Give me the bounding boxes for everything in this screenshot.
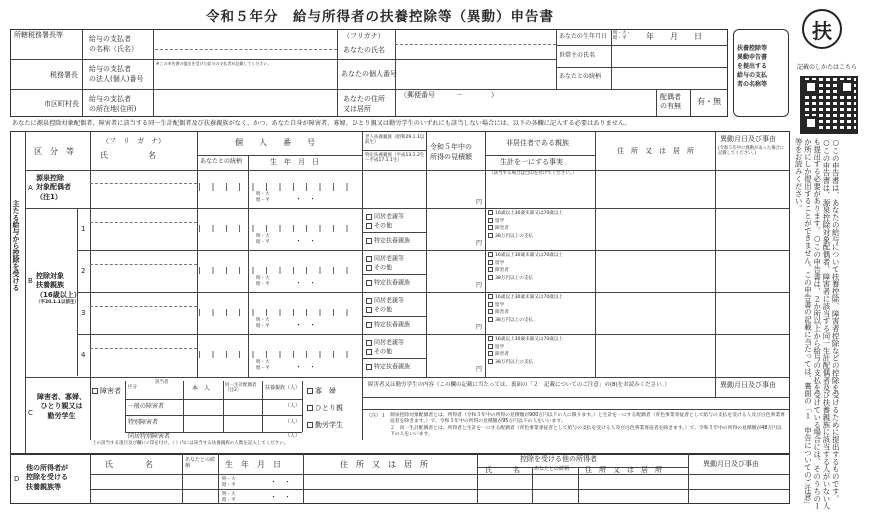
c-dohaiku: 同一生計配偶者（注2） (225, 383, 257, 394)
your-name-label: あなたの氏名 (343, 46, 385, 54)
col-address: 住 所 又 は 居 所 (617, 147, 694, 155)
b-yen: 円 (476, 282, 483, 289)
col-name: 氏 名 (100, 151, 156, 160)
section-b-letter: B (28, 277, 33, 285)
col-relation: あなたとの続柄 (200, 158, 243, 165)
b-nonres-options[interactable]: 16歳以上30歳未満又は70歳以上 留学 障害者 38万円以上の支払 (488, 210, 563, 241)
b-date[interactable]: ・ ・ (295, 321, 316, 329)
instruction-text: あなたに源泉控除対象配偶者、障害者に該当する同一生計配偶者及び扶養親族がなく、かつ、あなた自身が障害者、寡婦、ひとり親又は勤労学生のいずれにも該当しない場合には、以下の各欄に記入する必要はありません。 (12, 120, 631, 127)
c-hitori[interactable]: ひとり親 (307, 405, 343, 412)
d-era-2: 明・大 昭・平 (222, 492, 236, 503)
birth-ymd[interactable]: 年 月 日 (646, 32, 702, 41)
b-name-field[interactable] (92, 252, 195, 290)
col-income: 令和５年中の 所得の見積額 (430, 143, 472, 161)
col-nonres: 非居住者である親族 (506, 139, 569, 147)
relation-label: あなたとの続柄 (559, 73, 602, 80)
c-hito-2[interactable]: （人） (285, 419, 301, 425)
c-tokubetsu: 特別障害者 (128, 419, 159, 426)
tax-office-label: 所轄税務署長等 (14, 31, 63, 39)
b-row-no: 4 (81, 351, 86, 359)
col-samelife: 生計を一にする事実 (500, 158, 563, 166)
b-name-field[interactable] (92, 210, 195, 248)
c-gaito: 該当者 (155, 380, 169, 385)
payer-number-note: ※この申告書の提出を受けた給与の支払者が記載してください。 (156, 61, 272, 66)
your-address-label: あなたの住所 又は居所 (343, 95, 385, 113)
col-change: 異動月日及び事由 (720, 135, 776, 143)
spouse-label: 配偶者 の有無 (660, 93, 681, 111)
form-title: 令和５年分 給与所得者の扶養控除等（異動）申告書 (206, 9, 554, 25)
b-name-field[interactable] (92, 336, 195, 374)
notes-label: （注）１ (366, 413, 387, 419)
c-ippan: 一般の障害者 (128, 403, 165, 410)
section-a-number-boxes[interactable] (199, 183, 360, 191)
b-address-field[interactable] (597, 210, 713, 248)
payer-name-label: 給与の支払者 の名称（氏名） (89, 35, 138, 53)
c-fuyo: 扶養親族（人） (265, 385, 301, 391)
b-yen: 円 (476, 366, 483, 373)
your-name-field[interactable] (397, 31, 554, 57)
b-era: 明・大 昭・平 (256, 234, 270, 245)
left-vertical-label: 主たる給与から控除を受ける (12, 200, 21, 291)
b-row-no: 2 (81, 267, 86, 275)
b-opt-special[interactable]: 特定扶養親族 (366, 322, 410, 329)
city-suffix: 市区町村長 (44, 100, 79, 108)
c-shogai[interactable]: 障害者 (92, 388, 121, 395)
b-opt-special[interactable]: 特定扶養親族 (366, 280, 410, 287)
b-nonres-options[interactable]: 16歳以上30歳未満又は70歳以上 留学 障害者 38万円以上の支払 (488, 336, 563, 367)
d-name: 氏 名 (105, 460, 153, 469)
b-row-no: 3 (81, 309, 86, 317)
col-change-note: (令和５年中に異動があった場合に記載してください。) (718, 146, 785, 157)
side-note: 扶養控除等 異動申告書 を提出する 給与の支払 者の名称等 (737, 45, 768, 88)
d-address: 住 所 又 は 居 所 (340, 460, 428, 469)
d-relation: あなたとの続柄 (185, 457, 216, 469)
birth-label: あなたの生年月日 (559, 33, 608, 40)
b-address-field[interactable] (597, 336, 713, 374)
b-change-field[interactable] (717, 294, 788, 332)
tax-office-field[interactable] (12, 42, 80, 84)
c-detail: 障害者又は勤労学生の内容（この欄の記載に当たっては、裏面の「２ 記載についてのご注意」の(8)をお読みください。） (368, 382, 670, 388)
col-kojin: 個 人 番 号 (235, 138, 315, 147)
col-birth: 生 年 月 日 (270, 158, 319, 166)
section-c-label: 障害者、寡婦、 ひとり親又は 勤労学生 (37, 393, 86, 420)
b-opt-other[interactable]: その他 (366, 307, 392, 314)
col-special-note: 特定扶養親族（平成13.1.2生～平成17.1.1生） (365, 153, 425, 164)
b-nonres-options[interactable]: 16歳以上30歳未満又は70歳以上 留学 障害者 38万円以上の支払 (488, 252, 563, 283)
householder-field[interactable] (613, 47, 726, 65)
section-b-label: 控除対象 扶養親族 （16歳以上） （平20.1.1以前生） (36, 272, 81, 306)
b-opt-special[interactable]: 特定扶養親族 (366, 364, 410, 371)
c-detail-field[interactable] (364, 399, 788, 407)
b-change-field[interactable] (717, 336, 788, 374)
postal-label: （郵便番号 － ） (400, 91, 498, 99)
householder-label: 世帯主の氏名 (559, 52, 596, 59)
b-address-field[interactable] (597, 252, 713, 290)
section-d-label: 他の所得者が 控除を受ける 扶養親族等 (26, 464, 68, 491)
payer-number-label: 給与の支払者 の法人(個人)番号 (89, 65, 144, 83)
payer-number-field[interactable] (155, 68, 335, 87)
c-hito-1[interactable]: （人） (285, 403, 301, 409)
col-old-note: 老人扶養親族（昭和29.1.1以前生） (365, 135, 425, 146)
b-nonres-options[interactable]: 16歳以上30歳未満又は70歳以上 留学 障害者 38万円以上の支払 (488, 294, 563, 325)
b-date[interactable]: ・ ・ (295, 237, 316, 245)
qr-caption: 記載のしかたはこちら (797, 64, 858, 71)
d-birth: 生 年 月 日 (225, 460, 281, 469)
b-address-field[interactable] (597, 294, 713, 332)
your-number-field[interactable] (397, 61, 554, 87)
d-date-2[interactable]: ・ ・ (270, 493, 291, 501)
section-a-letter: A (28, 184, 33, 192)
section-a-label: 源泉控除 対象配偶者 （注1） (36, 174, 71, 201)
b-opt-special[interactable]: 特定扶養親族 (366, 238, 410, 245)
payer-name-field[interactable] (155, 31, 335, 57)
d-date-1[interactable]: ・ ・ (270, 478, 291, 486)
spouse-toggle[interactable]: 有・無 (697, 97, 721, 106)
b-opt-other[interactable]: その他 (366, 349, 392, 356)
b-date[interactable]: ・ ・ (295, 363, 316, 371)
b-yen: 円 (476, 240, 483, 247)
b-date[interactable]: ・ ・ (295, 279, 316, 287)
b-era: 明・大 昭・平 (256, 276, 270, 287)
b-number-boxes[interactable] (199, 267, 360, 274)
d-change: 異動月日及び事由 (703, 460, 759, 468)
c-kinro[interactable]: 勤労学生 (307, 422, 343, 429)
your-number-label: あなたの個人番号 (341, 70, 397, 78)
c-change: 異動月日及び事由 (720, 381, 776, 389)
b-opt-other[interactable]: その他 (366, 265, 392, 272)
b-number-boxes[interactable] (199, 225, 360, 232)
notes-text: 源泉控除対象配偶者とは、所得者（令和５年中の所得の見積額が900万円以下の人に限ります。）と生計を一にする配偶者（青色事業専従者として給与の支払を受ける人及び白色事業専従者を除きます。）で、令和５年中の所得の見積額が95万円以下の人をいいます。 ２ 同一生計配偶者とは、所得者と生計を一にする配偶者（青色事業専従者として給与の支払を受ける人及び白色事業専従者を除きます。）で、令和５年中の所得の見積額が48万円以下の人をいいます。 (390, 413, 785, 438)
d-era-1: 明・大 昭・平 (222, 477, 236, 488)
b-change-field[interactable] (717, 252, 788, 290)
b-number-boxes[interactable] (199, 351, 360, 358)
section-a-yen: 円 (476, 199, 483, 206)
qr-code-icon[interactable] (800, 76, 858, 134)
d-o-name: 氏 名 (485, 466, 520, 474)
d-o-rel: あなたとの続柄 (534, 466, 570, 472)
b-opt-old[interactable]: 同居老親等 (366, 298, 404, 305)
section-a-era: 明・大 昭・平 (256, 192, 270, 203)
b-era: 明・大 昭・平 (256, 318, 270, 329)
furigana-label: （フリガナ） (343, 32, 385, 40)
b-opt-old[interactable]: 同居老親等 (366, 214, 404, 221)
d-other: 控除を受ける他の所得者 (520, 455, 597, 463)
c-hito-3[interactable]: （人） (285, 433, 301, 439)
section-a-name-field[interactable] (92, 172, 195, 206)
col-furigana: （フ リ ガ ナ） (102, 137, 165, 145)
relation-field[interactable] (613, 69, 726, 87)
b-change-field[interactable] (717, 210, 788, 248)
b-number-boxes[interactable] (199, 309, 360, 316)
d-o-addr: 住 所 又 は 居 所 (585, 466, 662, 474)
your-address-field[interactable] (397, 91, 654, 115)
birth-era: 明・大・昭・平 (613, 31, 631, 42)
right-instructions: ○この申告書は、あなたの給与について扶養控除、障害者控除などの控除を受けるために提出するものです。○この申告書は、源泉控除対象配偶者、障害者に該当する同一生計配偶者及び扶養親族に該当する人がいない人も提出する必要があります。○この申告書は、２か所以上から給与の支払を受けている場合には、そのうちの１か所にしか提出することができません。この申告書の記載に当たっては、裏面の「１ 申告についてのご注意」等をお読みください。 (794, 138, 841, 510)
b-era: 明・大 昭・平 (256, 360, 270, 371)
b-opt-old[interactable]: 同居老親等 (366, 256, 404, 263)
nonres-note: （該当する場合は□印を付けてください。） (489, 171, 577, 176)
payer-address-label: 給与の支払者 の所在地(住所) (89, 95, 137, 113)
c-honnin: 本 人 (192, 385, 211, 392)
b-yen: 円 (476, 324, 483, 331)
payer-address-field[interactable] (155, 91, 335, 115)
c-kubun: 区分 (128, 385, 137, 390)
b-row-no: 1 (81, 225, 86, 233)
section-c-letter: C (28, 409, 33, 417)
b-opt-other[interactable]: その他 (366, 223, 392, 230)
fu-badge: 扶 (802, 9, 842, 49)
c-footnote: 上の該当する項目及び欄に✓印を付け、（ ）内には該当する扶養親族の人数を記入してください。 (92, 441, 289, 446)
c-kafu[interactable]: 寡 婦 (307, 388, 336, 395)
tax-office-suffix: 税務署長 (50, 71, 78, 79)
col-kubun: 区 分 等 (34, 147, 74, 156)
b-name-field[interactable] (92, 294, 195, 332)
section-a-date[interactable]: ・ ・ (295, 195, 316, 203)
c-dokyo: 同居特別障害者 (128, 433, 171, 440)
b-opt-old[interactable]: 同居老親等 (366, 340, 404, 347)
section-d-letter: D (14, 475, 20, 483)
